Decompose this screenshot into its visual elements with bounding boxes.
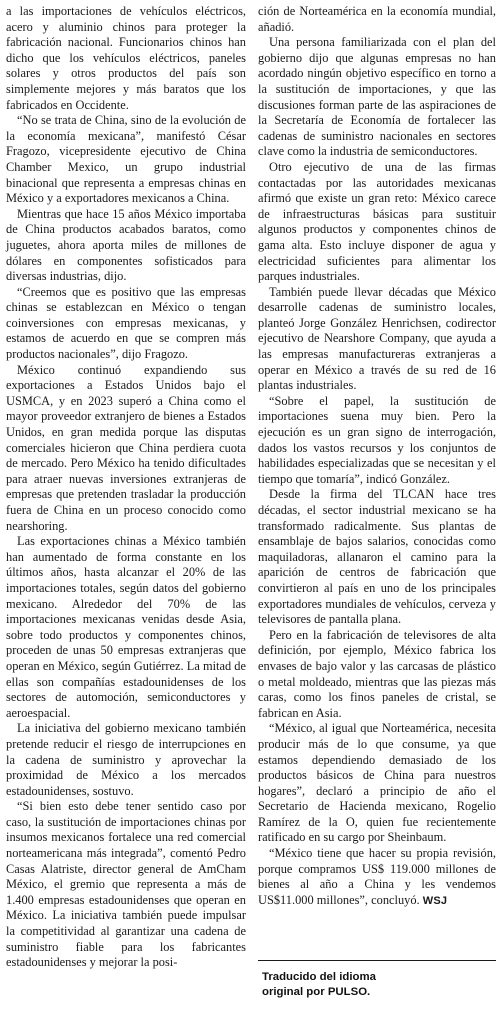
article-column-left (6, 4, 246, 971)
article-paragraph: “No se trata de China, sino de la evolución de la economía mexicana”, manifestó César Fragozo, vicepresidente ejecutivo de China Chamber Mexico, un grupo industrial binacional que representa a empresas chinas en México y a exportadores mexicanos a China. (6, 113, 246, 206)
credit-line: original por PULSO. (262, 986, 371, 998)
article-paragraph: “Creemos que es positivo que las empresas chinas se establezcan en México o tengan coinversiones con empresas mexicanas, y estamos de acuerdo en que se compren más productos nacionales”, dijo Fragozo. (6, 284, 246, 362)
article-paragraph: Desde la firma del TLCAN hace tres décadas, el sector industrial mexicano se ha transformado radicalmente. Sus plantas de ensamblaje de bajos salarios, conocidas como maquiladoras, allanaron el camino para la aparición de centros de fabricación que convirtieron al país en uno de los principales exportadores mundiales de vehículos, cerveza y televisores de pantalla plana. (258, 487, 496, 627)
article-paragraph: “Sobre el papel, la sustitución de importaciones suena muy bien. Pero la ejecución es un gran signo de interrogación, dados los vastos recursos y los conjuntos de habilidades especializadas que se necesitan y el tiempo que tomaría”, indicó González. (258, 393, 496, 486)
signoff: WSJ (422, 894, 448, 907)
article-paragraph: Mientras que hace 15 años México importaba de China productos acabados baratos, como juguetes, ahora aporta miles de millones de dólares en componentes sofisticados para diversas industrias, dijo. (6, 206, 246, 284)
article-paragraph: Una persona familiarizada con el plan del gobierno dijo que algunas empresas no han acordado ningún objetivo específico en torno a la sustitución de importaciones, y que las discusiones forman parte de las aspiraciones de la Secretaría de Economía de fortalecer las cadenas de suministro nacionales en sectores clave como la industria de semiconductores. (258, 35, 496, 159)
article-paragraph: ción de Norteamérica en la economía mundial, añadió. (258, 4, 496, 34)
credit-line: Traducido del idioma (262, 971, 376, 983)
article-paragraph: Pero en la fabricación de televisores de alta definición, por ejemplo, México fabrica los envases de bajo valor y las carcasas de plástico o metal moldeado, mientras que las piezas más caras, como los finos paneles de cristal, se fabrican en Asia. (258, 627, 496, 720)
article-paragraph: “Si bien esto debe tener sentido caso por caso, la sustitución de importaciones chinas por insumos mexicanos fortalece una red comercial norteamericana más integrada”, comentó Pedro Casas Alatriste, director general de AmCham México, el gremio que representa a más de 1.400 empresas estadounidenses que operan en México. La iniciativa también puede impulsar la competitividad al garantizar una cadena de suministro fiable para los fabricantes estadounidenses y mejorar la posi- (6, 799, 246, 970)
credit-divider (258, 960, 496, 961)
article-paragraph: Otro ejecutivo de una de las firmas contactadas por las autoridades mexicanas afirmó que existe un gran reto: México carece de infraestructuras básicas para sustituir algunos productos y componentes chinos de gama alta. Esto incluye disponer de agua y electricidad suficientes para alimentar los parques industriales. (258, 159, 496, 284)
article-paragraph-final (258, 846, 496, 909)
article-paragraph: Las exportaciones chinas a México también han aumentado de forma constante en los últimos años, hasta alcanzar el 20% de las importaciones totales, según datos del gobierno mexicano. Alrededor del 70% de las importaciones mexicanas venidas desde Asia, sobre todo productos y componentes chinos, proceden de unas 50 empresas extranjeras que operan en México, según Gutiérrez. La mitad de ellas son compañías estadounidenses de los sectores de automoción, semiconductores y aeroespacial. (6, 534, 246, 720)
article-paragraph: La iniciativa del gobierno mexicano también pretende reducir el riesgo de interrupciones en la cadena de suministro y aprovechar la proximidad de México a los mercados estadounidenses, sostuvo. (6, 721, 246, 798)
article-column-right (258, 4, 496, 909)
article-paragraph-final-text: “México tiene que hacer su propia revisión, porque compramos US$ 119.000 millones de bienes al año a China y les vendemos US$11.000 millones”, concluyó. (258, 846, 496, 907)
article-paragraph: México continuó expandiendo sus exportaciones a Estados Unidos bajo el USMCA, y en 2023 superó a China como el mayor proveedor extranjero de bienes a Estados Unidos, en gran medida porque las disputas comerciales hicieron que China perdiera cuota de mercado. Pero México ha tenido dificultades para atraer nuevas inversiones extranjeras de empresas que pretenden trasladar la producción fuera de China en un proceso conocido como nearshoring. (6, 362, 246, 533)
article-paragraph: También puede llevar décadas que México desarrolle cadenas de suministro locales, planteó Jorge González Henrichsen, codirector ejecutivo de Nearshore Company, que ayuda a las empresas manufactureras extranjeras a operar en México a través de su red de 16 plantas industriales. (258, 284, 496, 393)
translation-credit (262, 970, 494, 1000)
article-paragraph: “México, al igual que Norteamérica, necesita producir más de lo que consume, ya que estamos dependiendo demasiado de los productos básicos de China para nuestros hogares”, declaró a principio de año el Secretario de Hacienda mexicano, Rogelio Ramírez de la O, quien fue recientemente ratificado en su cargo por Sheinbaum. (258, 721, 496, 845)
article-paragraph: a las importaciones de vehículos eléctricos, acero y aluminio chinos para proteger la fabricación nacional. Funcionarios chinos han dicho que los vehículos eléctricos, paneles solares y otros productos del país son simplemente mejores y más baratos que los fabricados en Occidente. (6, 4, 246, 112)
